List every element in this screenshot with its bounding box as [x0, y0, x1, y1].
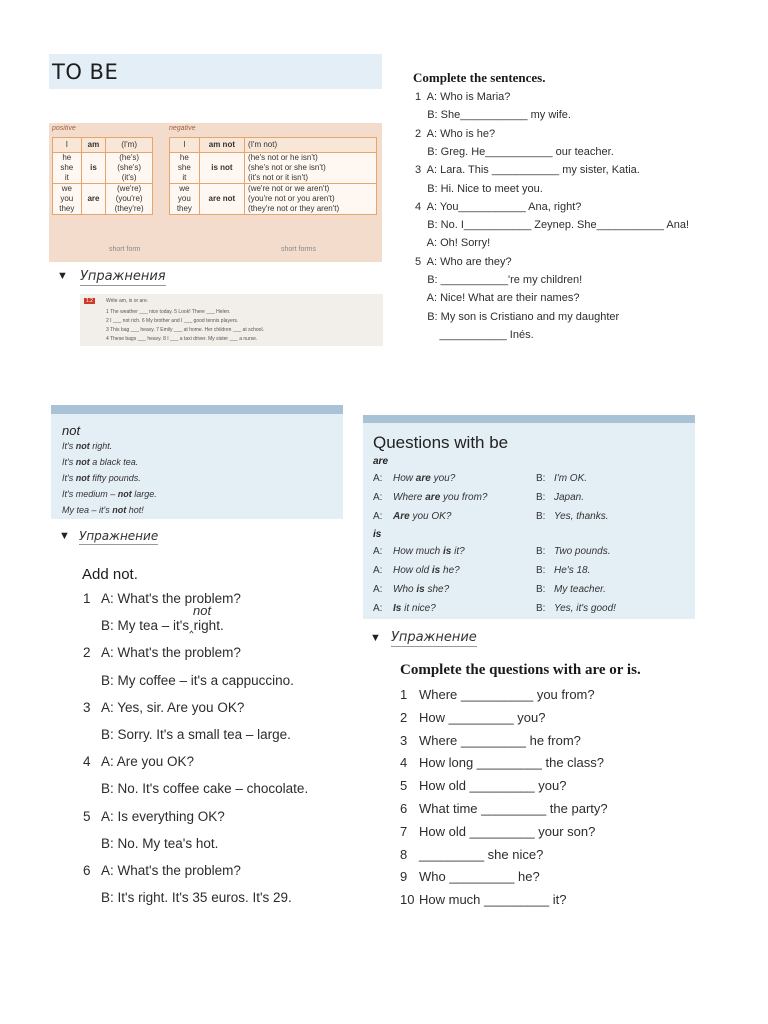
grammar-table-panel [49, 123, 382, 262]
sentence-line: 3 A: Lara. This ___________ my sister, Katia. [415, 164, 640, 177]
sentence-line: B: Greg. He___________ our teacher. [415, 145, 614, 158]
question-line: Who _________ he? [419, 869, 540, 885]
mini-exercise-image [80, 294, 383, 346]
negative-table [169, 137, 377, 215]
grammar-cell: (we're) (you're) (they're) [106, 184, 153, 215]
grammar-cell: are not [199, 184, 244, 215]
not-title: not [62, 423, 81, 438]
speaker-b: B: [536, 603, 546, 614]
complete-sentences-title: Complete the sentences. [413, 70, 546, 85]
item-number: 2 [400, 709, 408, 725]
sentence-line: 1 A: Who is Maria? [415, 91, 511, 103]
grammar-cell: (I'm) [106, 138, 153, 153]
speaker-b: B: [536, 511, 546, 522]
page-title: TO BE [52, 60, 119, 84]
speaker-a: A: [373, 473, 383, 484]
sentence-line: 5 A: Who are they? [415, 255, 512, 268]
dialogue-line: B: No. My tea's hot. [101, 835, 219, 851]
add-not-title-text: Add not. [82, 566, 138, 583]
grammar-cell: is [81, 153, 106, 184]
sentence-line: B: No. I___________ Zeynep. She___________ Ana! [415, 219, 690, 232]
grammar-cell: he she it [53, 153, 82, 184]
sentence-line: B: My son is Cristiano and my daughter [415, 310, 620, 323]
question-example: How much is it? [393, 546, 465, 557]
triangle-icon: ▼ [57, 270, 68, 282]
speaker-b: B: [536, 473, 546, 484]
dialogue-line: B: My coffee – it's a cappuccino. [101, 672, 294, 688]
question-example: Is it nice? [393, 603, 436, 614]
grammar-cell: (he's) (she's) (it's) [106, 153, 153, 184]
dialogue-line: A: What's the problem? [101, 863, 241, 878]
grammar-cell: we you they [170, 184, 200, 215]
question-example: Are you OK? [393, 511, 452, 522]
question-example: How are you? [393, 473, 456, 484]
mini-instruction: Write am, is or are. [106, 298, 149, 304]
answer-example: Two pounds. [554, 546, 611, 557]
item-number: 8 [400, 846, 408, 862]
positive-table [52, 137, 153, 215]
grammar-cell: am [81, 138, 106, 153]
question-line: Where __________ you from? [419, 687, 595, 702]
grammar-cell: (we're not or we aren't) (you're not or you aren't) (they're not or they aren't) [245, 184, 377, 215]
exercise-number: 1.2 [86, 298, 93, 304]
not-example: My tea – it's not hot! [62, 505, 144, 515]
dialogue-line: B: My tea – it's‸right. [101, 618, 224, 634]
dialogue-line: B: Sorry. It's a small tea – large. [101, 727, 291, 742]
exercise-heading: Упражнение [79, 529, 159, 543]
speaker-a: A: [373, 565, 383, 576]
answer-example: Yes, thanks. [554, 511, 609, 522]
answer-example: My teacher. [554, 584, 606, 595]
triangle-icon: ▼ [370, 632, 381, 644]
item-number: 6 [83, 863, 91, 878]
question-line: Where _________ he from? [419, 732, 581, 748]
panel-top-bar [51, 405, 343, 414]
not-example: It's medium – not large. [62, 489, 157, 499]
questions-title: Questions with be [373, 433, 509, 452]
not-example: It's not a black tea. [62, 457, 139, 467]
is-label: is [373, 529, 382, 540]
grammar-cell: he she it [170, 153, 200, 184]
grammar-cell: I [53, 138, 82, 153]
question-line: How old _________ your son? [419, 823, 596, 839]
exercise-heading: Упражнения [80, 269, 166, 284]
item-number: 1 [400, 687, 408, 702]
grammar-cell: are [81, 184, 106, 215]
speaker-b: B: [536, 492, 546, 503]
dialogue-line: A: What's the problem? [101, 645, 241, 661]
short-forms-label: short forms [281, 246, 317, 253]
item-number: 1 [83, 591, 91, 606]
complete-questions-title: Complete the questions with are or is. [400, 662, 641, 678]
speaker-a: A: [373, 584, 383, 595]
dialogue-line: B: No. It's coffee cake – chocolate. [101, 781, 309, 797]
grammar-cell: is not [199, 153, 244, 184]
not-example: It's not right. [62, 441, 113, 451]
are-label: are [373, 456, 389, 467]
grammar-cell: I [170, 138, 200, 153]
item-number: 5 [83, 808, 91, 824]
dialogue-line: A: Is everything OK? [101, 808, 225, 824]
answer-example: I'm OK. [554, 473, 588, 484]
grammar-cell: am not [199, 138, 244, 153]
speaker-b: B: [536, 584, 546, 595]
speaker-b: B: [536, 546, 546, 557]
dialogue-line: A: Yes, sir. Are you OK? [101, 699, 245, 715]
exercise-heading: Упражнение [391, 630, 477, 645]
triangle-icon: ▼ [59, 530, 70, 542]
speaker-a: A: [373, 492, 383, 503]
answer-example: Japan. [554, 492, 585, 503]
speaker-a: A: [373, 603, 383, 614]
mini-line: 4 These bags ___ heavy. 8 I ___ a taxi driver. My sister ___ a nurse. [106, 336, 258, 342]
question-line: How old _________ you? [419, 778, 567, 794]
question-line: How much _________ it? [419, 892, 567, 908]
item-number: 3 [400, 732, 408, 748]
item-number: 7 [400, 823, 408, 839]
item-number: 3 [83, 699, 91, 715]
grammar-cell: (I'm not) [245, 138, 377, 153]
grammar-cell: (he's not or he isn't) (she's not or she isn't) (it's not or it isn't) [245, 153, 377, 184]
negative-label: negative [169, 125, 196, 132]
short-form-label: short form [109, 246, 141, 253]
answer-example: He's 18. [554, 565, 591, 576]
item-number: 10 [400, 892, 415, 908]
item-number: 5 [400, 778, 408, 794]
mini-line: 3 This bag ___ heavy. 7 Emily ___ at home. Her children ___ at school. [106, 327, 264, 333]
handwritten-not: not [193, 603, 212, 618]
speaker-b: B: [536, 565, 546, 576]
positive-label: positive [52, 125, 76, 132]
dialogue-line: B: It's right. It's 35 euros. It's 29. [101, 890, 292, 906]
sentence-line: 4 A: You___________ Ana, right? [415, 200, 582, 213]
question-example: Where are you from? [393, 492, 488, 503]
mini-line: 2 I ___ not rich. 6 My brother and I ___ good tennis players. [106, 318, 239, 324]
sentence-line: ___________ Inés. [415, 328, 534, 341]
question-example: Who is she? [393, 584, 450, 595]
dialogue-line: A: What's the problem? [101, 591, 241, 606]
sentence-line: 2 A: Who is he? [415, 127, 496, 140]
question-example: How old is he? [393, 565, 460, 576]
sentence-line: A: Oh! Sorry! [415, 237, 491, 250]
grammar-cell: we you they [53, 184, 82, 215]
speaker-a: A: [373, 511, 383, 522]
item-number: 2 [83, 645, 91, 661]
item-number: 4 [400, 755, 408, 771]
dialogue-line: A: Are you OK? [101, 754, 195, 770]
sentence-line: A: Nice! What are their names? [415, 292, 580, 305]
question-line: What time _________ the party? [419, 801, 608, 816]
item-number: 9 [400, 869, 408, 885]
item-number: 4 [83, 754, 91, 770]
panel-top-bar [363, 415, 695, 423]
add-not-title [82, 566, 138, 583]
question-line: _________ she nice? [419, 846, 544, 862]
question-line: How _________ you? [419, 709, 546, 725]
question-line: How long _________ the class? [419, 755, 605, 771]
not-example: It's not fifty pounds. [62, 473, 141, 483]
speaker-a: A: [373, 546, 383, 557]
answer-example: Yes, it's good! [554, 603, 616, 614]
mini-line: 1 The weather ___ nice today. 5 Look! There ___ Helen. [106, 309, 231, 315]
sentence-line: B: She___________ my wife. [415, 109, 571, 122]
item-number: 6 [400, 801, 408, 816]
sentence-line: B: ___________'re my children! [415, 274, 583, 286]
sentence-line: B: Hi. Nice to meet you. [415, 182, 543, 195]
